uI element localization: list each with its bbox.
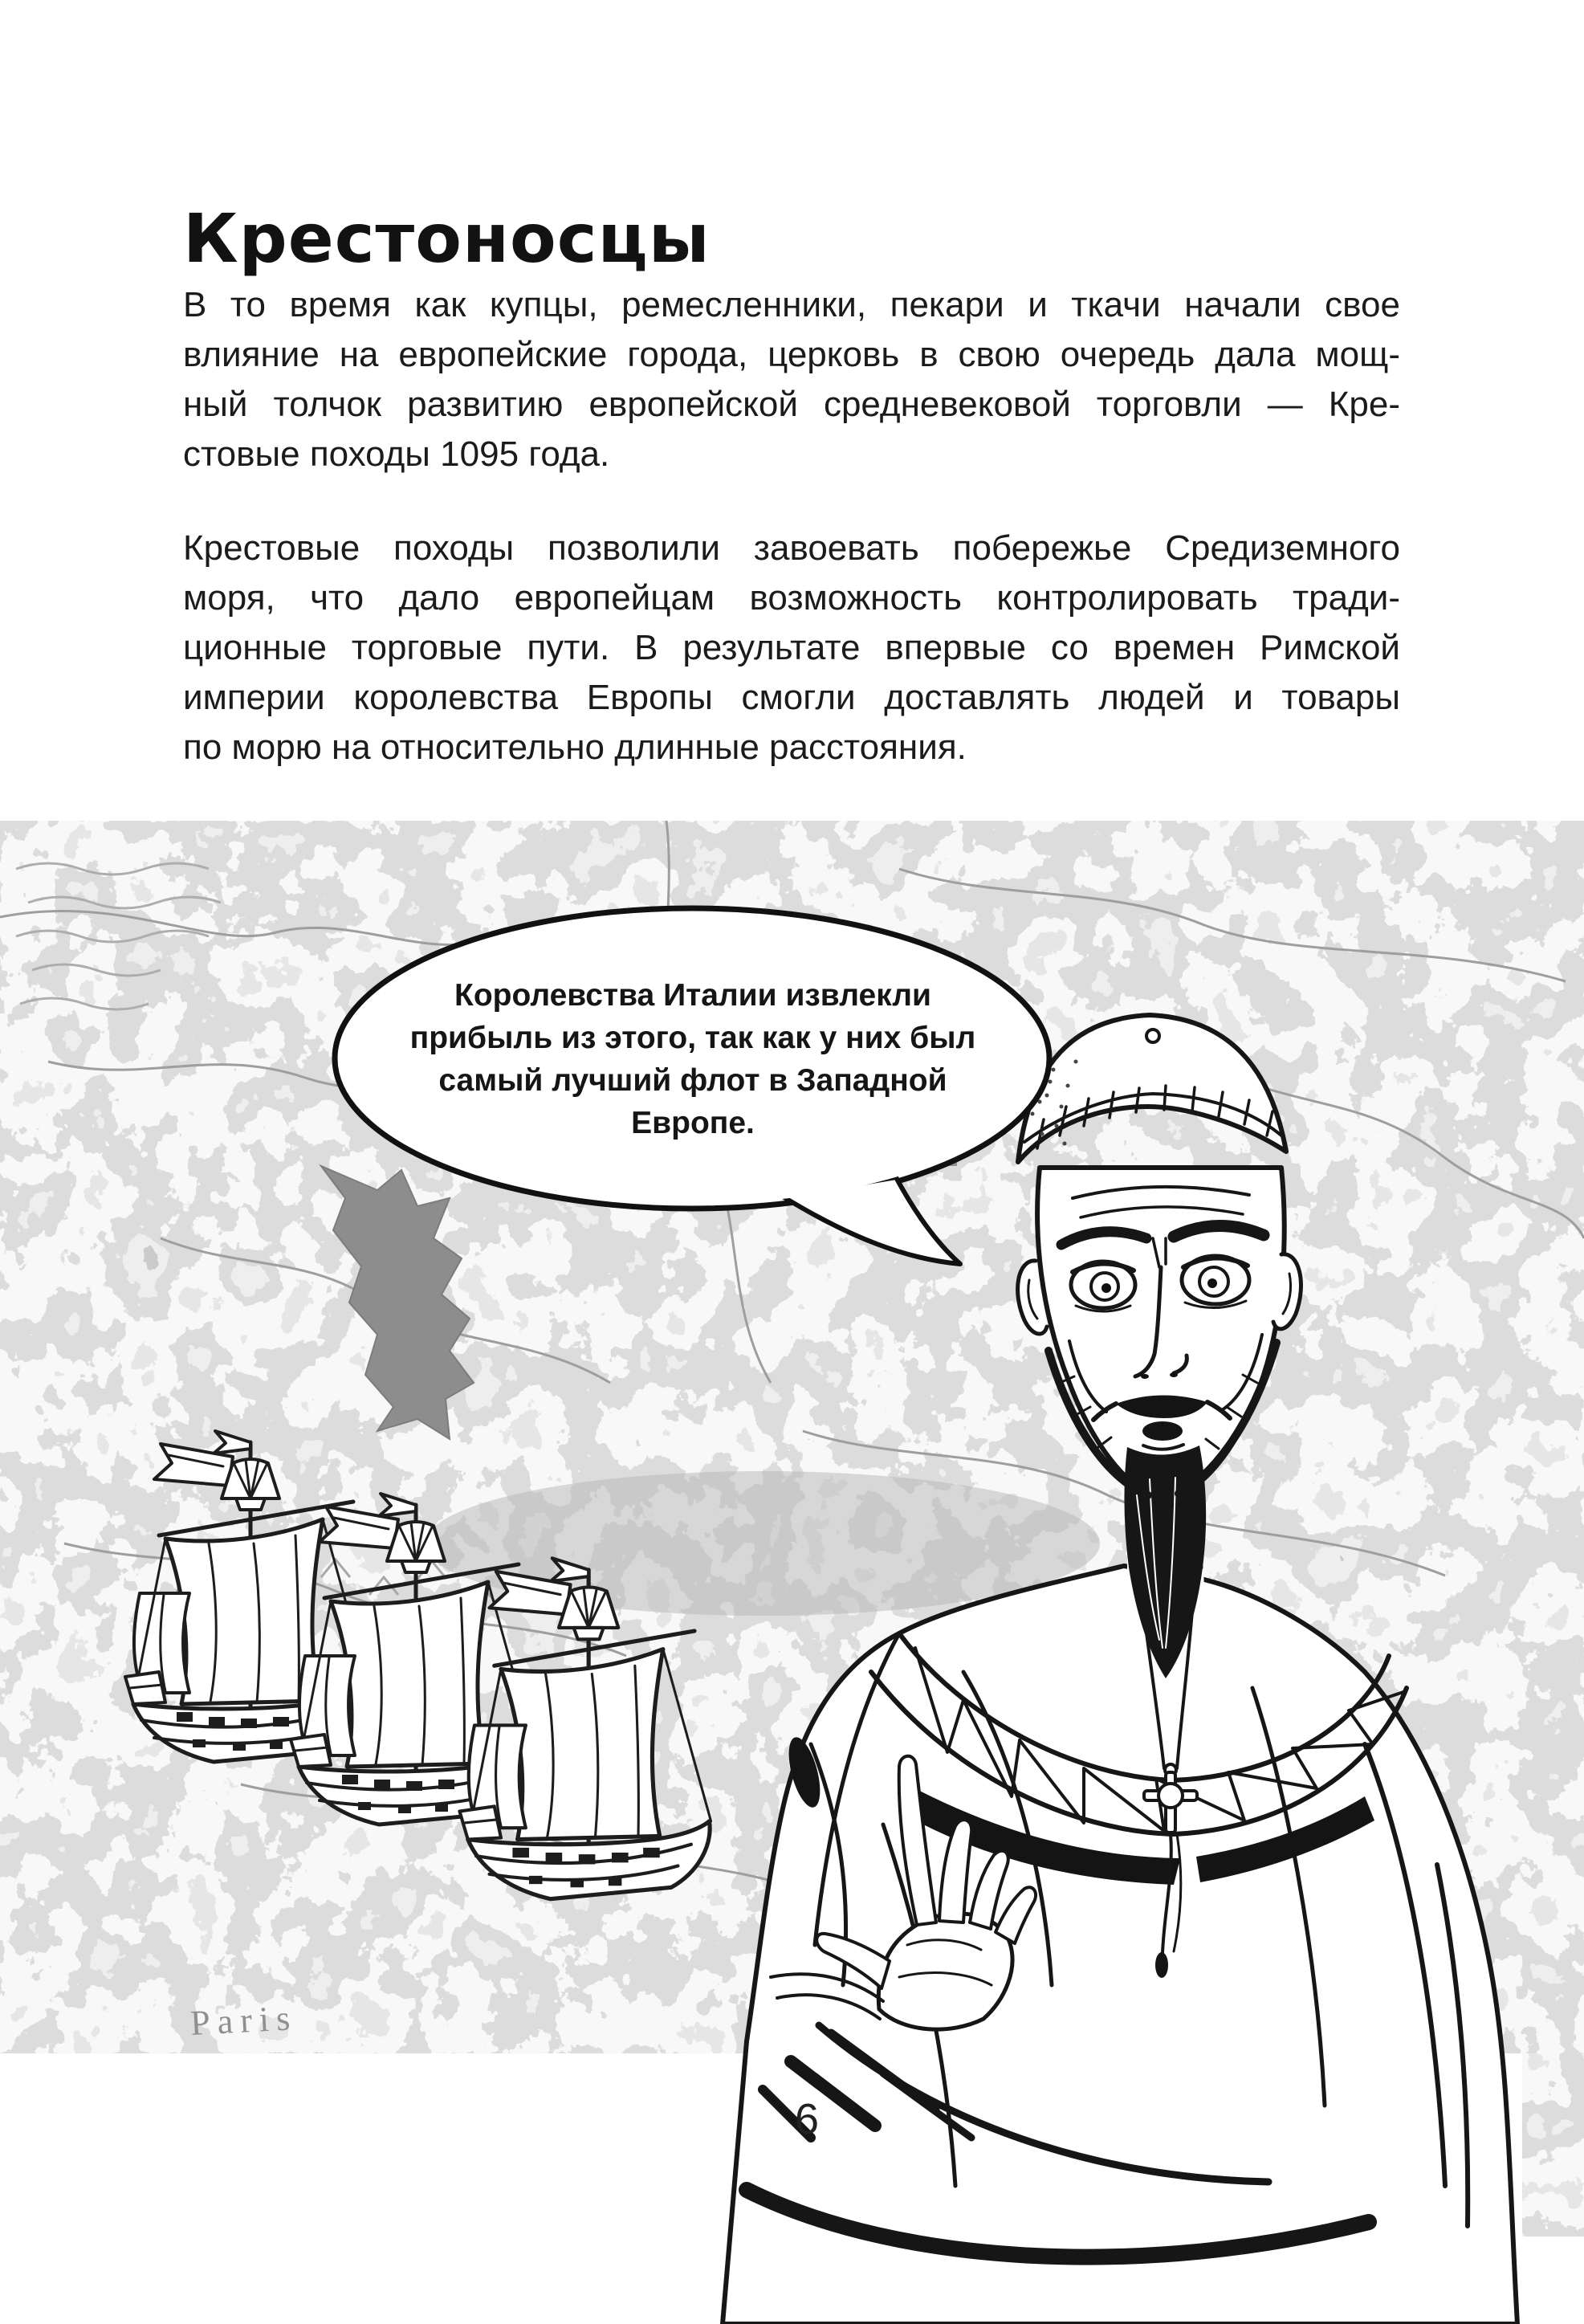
speech-bubble-line: Королевства Италии извлекли: [454, 978, 931, 1013]
paragraph-line: влияние на европейские города, церковь в свою очередь дала мощ-: [183, 335, 1400, 374]
paragraph-crusades-intro: [183, 280, 1400, 479]
speech-bubble-line: самый лучший флот в Западной: [438, 1063, 947, 1098]
speech-bubble-line: прибыль из этого, так как у них был: [409, 1021, 976, 1055]
paragraph-line: ционные торговые пути. В результате впервые со времен Римской: [183, 628, 1400, 667]
paragraph-line: империи королевства Европы смогли доставлять людей и товары: [183, 678, 1400, 717]
speech-bubble-line: Европе.: [631, 1106, 755, 1140]
paragraph-line: Крестовые походы позволили завоевать побережье Средиземного: [183, 528, 1400, 568]
paragraph-line: моря, что дало европейцам возможность контролировать тради-: [183, 578, 1400, 618]
paragraph-line: по морю на относительно длинные расстояния.: [183, 728, 967, 767]
speech-bubble-text: [347, 923, 1039, 1195]
map-label-paris: Paris: [189, 1998, 299, 2043]
paragraph-line: В то время как купцы, ремесленники, пекари и ткачи начали свое: [183, 285, 1400, 324]
paragraph-crusades-results: [183, 524, 1400, 773]
paragraph-line: ный толчок развитию европейской средневековой торговли — Кре-: [183, 385, 1400, 424]
paragraph-line: стовые походы 1095 года.: [183, 434, 610, 474]
page-number: 6: [794, 2095, 820, 2143]
page-title: Крестоносцы: [183, 199, 711, 279]
